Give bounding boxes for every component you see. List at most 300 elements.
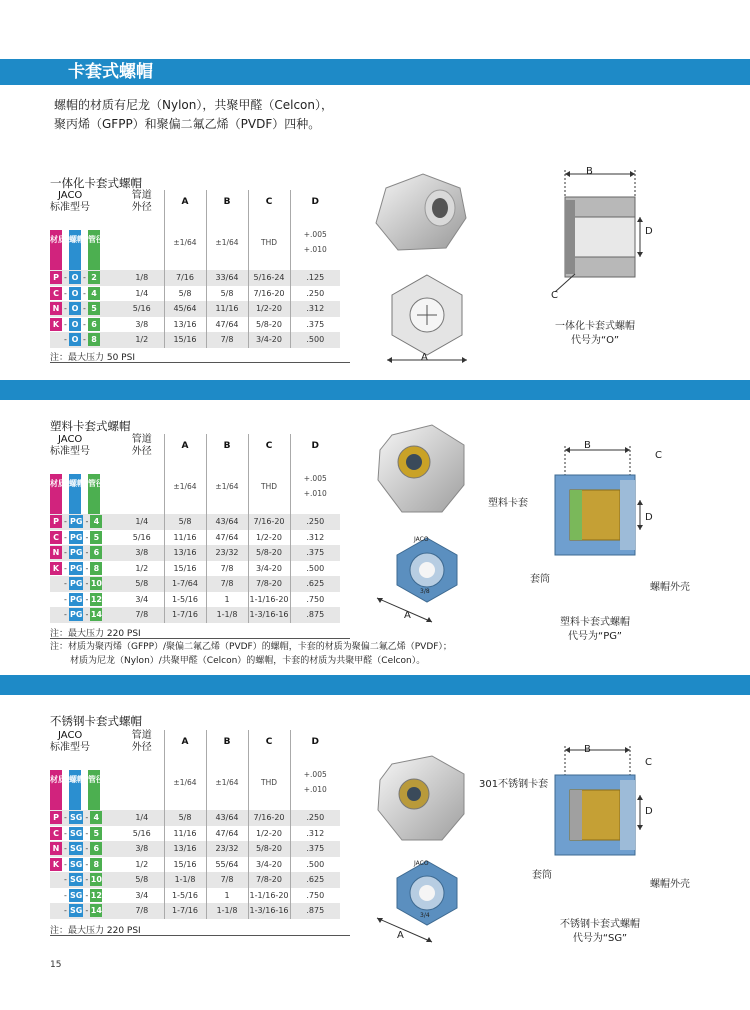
od-sub — [120, 214, 164, 270]
code-separator: - — [64, 563, 67, 573]
col-d-header: D — [290, 730, 340, 754]
sleeve-callout: 套筒 — [530, 574, 550, 585]
nut-header — [69, 230, 85, 270]
plastic-nut-section-drawing — [540, 430, 660, 570]
dim-d-cell: .750 — [290, 888, 340, 904]
dim-b-cell: 23/32 — [206, 841, 248, 857]
dim-b-cell: 47/64 — [206, 317, 248, 333]
dim-a-cell: 5/8 — [164, 810, 206, 826]
col-b-header: B — [206, 434, 248, 458]
dim-b-cell: 1-1/8 — [206, 903, 248, 919]
tube-od-cell: 1/4 — [135, 288, 149, 298]
tube-od-cell: 3/8 — [135, 548, 149, 558]
dim-b-cell: 11/16 — [206, 301, 248, 317]
tolerance-plus: +.005 — [303, 230, 327, 239]
tube-code: 14 — [90, 610, 102, 620]
table-header-row — [50, 730, 340, 754]
tube-code: 14 — [90, 906, 102, 916]
tube-od-cell: 5/16 — [132, 304, 151, 314]
part-code — [50, 576, 120, 592]
tube-od-cell: 3/8 — [135, 319, 149, 329]
intro-line: 螺帽的材质有尼龙（Nylon），共聚甲醛（Celcon）， — [54, 98, 334, 112]
tolerance-plus: +.005 — [303, 474, 327, 483]
table-row — [50, 592, 340, 608]
dim-b-label: B — [584, 744, 591, 755]
dim-b-cell: 7/8 — [206, 332, 248, 348]
dim-c-cell: 3/4-20 — [248, 332, 290, 348]
dim-b-label: B — [584, 440, 591, 451]
dimension-a-line — [372, 910, 452, 950]
code-separator: - — [85, 563, 89, 573]
nut-code: O — [69, 287, 81, 300]
caption-line: 代号为“PG” — [568, 631, 622, 642]
material-code: N — [50, 842, 62, 855]
material-code: K — [50, 318, 62, 331]
dim-b-cell: 23/32 — [206, 545, 248, 561]
table-row — [50, 332, 340, 348]
table-row — [50, 857, 340, 873]
footnote-line: 材质为尼龙（Nylon）/共聚甲醛（Celcon）的螺帽，卡套的材质为共聚甲醛（Celcon）。 — [70, 656, 426, 666]
nut-header-text: 螺帽 — [69, 479, 85, 488]
shell-callout: 螺帽外壳 — [650, 879, 690, 890]
dim-d-cell: .250 — [290, 286, 340, 302]
dim-b-cell: 7/8 — [206, 576, 248, 592]
table-row — [50, 301, 340, 317]
nut-marking: JACO — [414, 536, 429, 543]
od-header — [120, 434, 164, 458]
nut-code: PG — [70, 579, 83, 589]
nut-code: PG — [70, 610, 83, 620]
table-subheader-row — [50, 754, 340, 810]
caption-line: 代号为“O” — [570, 335, 620, 346]
col-b-header: B — [206, 730, 248, 754]
part-code — [50, 270, 120, 286]
part-code — [50, 903, 120, 919]
part-code — [50, 301, 120, 317]
page-number: 15 — [50, 960, 62, 970]
dim-b-cell: 1 — [206, 888, 248, 904]
tube-header — [88, 770, 104, 810]
dim-c-cell: 1/2-20 — [248, 530, 290, 546]
nut-marking: JACO — [414, 860, 429, 867]
od-header-line: 管道 — [131, 434, 152, 445]
nut-code: SG — [70, 859, 83, 869]
code-separator: - — [64, 273, 67, 283]
plastic-nut-3d-illustration — [372, 420, 472, 520]
dim-a-cell: 1-7/64 — [164, 576, 206, 592]
part-code — [50, 888, 120, 904]
dim-d-cell: .750 — [290, 592, 340, 608]
col-b-header: B — [206, 190, 248, 214]
material-code: C — [50, 827, 62, 840]
dim-d-cell: .312 — [290, 826, 340, 842]
col-d-header: D — [290, 190, 340, 214]
tube-od-cell: 5/16 — [132, 828, 151, 838]
part-code — [50, 530, 120, 546]
spec-table — [50, 730, 340, 919]
dim-d-cell: .125 — [290, 270, 340, 286]
divider — [50, 935, 350, 936]
col-a-header: A — [164, 190, 206, 214]
legend-headers — [50, 458, 120, 514]
material-code: K — [50, 562, 62, 575]
dim-d-cell: .625 — [290, 576, 340, 592]
jaco-header — [50, 730, 120, 754]
material-code: C — [50, 287, 62, 300]
table-row — [50, 317, 340, 333]
jaco-header-line: JACO — [58, 434, 83, 445]
nut-code: SG — [70, 906, 83, 916]
nut-code: PG — [70, 517, 83, 527]
dim-a-label: A — [397, 930, 404, 941]
material-code: N — [50, 302, 62, 315]
dim-a-cell: 7/16 — [164, 270, 206, 286]
caption-line: 不锈钢卡套式螺帽 — [560, 919, 640, 930]
material-code: P — [50, 271, 62, 284]
table-subheader-row — [50, 214, 340, 270]
part-code — [50, 514, 120, 530]
dim-c-cell: 1/2-20 — [248, 826, 290, 842]
dim-a-cell: 13/16 — [164, 317, 206, 333]
dim-c-cell: 1-3/16-16 — [248, 607, 290, 623]
nut-code: SG — [70, 813, 83, 823]
dim-c-cell: 1-1/16-20 — [248, 592, 290, 608]
integrated-nut-section-drawing — [540, 162, 660, 292]
tolerance-minus: +.010 — [303, 489, 327, 498]
od-sub — [120, 458, 164, 514]
steel-nut-3d-illustration — [372, 752, 472, 847]
jaco-header-line: 标准型号 — [50, 202, 90, 213]
table-row — [50, 888, 340, 904]
code-separator: - — [85, 828, 89, 838]
code-separator: - — [64, 579, 67, 589]
col-c-sub: THD — [248, 458, 290, 514]
col-c-sub: THD — [248, 214, 290, 270]
dim-c-cell: 5/8-20 — [248, 545, 290, 561]
table-row — [50, 514, 340, 530]
tube-code: 5 — [90, 827, 102, 840]
nut-code: SG — [70, 875, 83, 885]
nut-code: PG — [70, 594, 83, 604]
ferrule-callout: 301不锈钢卡套 — [479, 779, 549, 790]
intro-text — [54, 96, 333, 134]
dim-b-cell: 1-1/8 — [206, 607, 248, 623]
material-header — [50, 770, 66, 810]
dim-b-cell: 7/8 — [206, 561, 248, 577]
tube-od-cell: 3/8 — [135, 844, 149, 854]
section-title: 塑料卡套式螺帽 — [50, 419, 131, 433]
material-header — [50, 474, 66, 514]
dim-c-label: C — [655, 450, 662, 461]
table-row — [50, 607, 340, 623]
code-separator: - — [85, 890, 89, 900]
jaco-header-line: JACO — [58, 730, 83, 741]
table-row — [50, 530, 340, 546]
tube-od-cell: 1/4 — [135, 517, 149, 527]
od-header-line: 外径 — [131, 202, 152, 213]
code-separator: - — [64, 890, 67, 900]
dim-b-cell: 33/64 — [206, 270, 248, 286]
dim-a-cell: 45/64 — [164, 301, 206, 317]
part-code — [50, 607, 120, 623]
nut-code: PG — [70, 548, 83, 558]
tube-header — [88, 474, 104, 514]
section-divider-band — [0, 380, 750, 400]
od-header-line: 外径 — [131, 742, 152, 753]
table-row — [50, 841, 340, 857]
dim-a-cell: 11/16 — [164, 826, 206, 842]
code-separator: - — [64, 906, 67, 916]
part-code — [50, 286, 120, 302]
part-code — [50, 332, 120, 348]
nut-header — [69, 474, 85, 514]
dim-d-cell: .312 — [290, 530, 340, 546]
code-separator: - — [85, 548, 89, 558]
dim-c-cell: 7/16-20 — [248, 514, 290, 530]
col-a-sub: ±1/64 — [164, 214, 206, 270]
pressure-note: 注：最大压力 220 PSI — [50, 629, 141, 639]
table-subheader-row — [50, 458, 340, 514]
tube-code: 5 — [90, 531, 102, 544]
material-code: C — [50, 531, 62, 544]
code-separator: - — [83, 335, 86, 345]
table-header-row — [50, 190, 340, 214]
part-code — [50, 317, 120, 333]
jaco-header-line: JACO — [58, 190, 83, 201]
dim-a-cell: 15/16 — [164, 857, 206, 873]
table-row — [50, 545, 340, 561]
dim-d-label: D — [645, 806, 653, 817]
tube-code: 12 — [90, 594, 102, 604]
od-header-line: 管道 — [131, 730, 152, 741]
dim-c-label: C — [645, 757, 652, 768]
dim-c-cell: 1/2-20 — [248, 301, 290, 317]
dim-c-cell: 3/4-20 — [248, 857, 290, 873]
tube-od-cell: 5/16 — [132, 532, 151, 542]
section-divider-band — [0, 675, 750, 695]
nut-code: PG — [70, 532, 83, 542]
code-separator: - — [85, 906, 89, 916]
tube-header — [88, 230, 104, 270]
part-code — [50, 545, 120, 561]
dim-d-cell: .312 — [290, 301, 340, 317]
page-title: 卡套式螺帽 — [68, 62, 153, 82]
tube-od-cell: 1/2 — [135, 335, 149, 345]
col-a-sub: ±1/64 — [164, 754, 206, 810]
material-code: N — [50, 546, 62, 559]
od-header — [120, 730, 164, 754]
dim-c-cell: 7/16-20 — [248, 286, 290, 302]
dim-b-cell: 47/64 — [206, 826, 248, 842]
code-separator: - — [64, 548, 67, 558]
tolerance-minus: +.010 — [303, 785, 327, 794]
col-c-header: C — [248, 434, 290, 458]
dim-a-cell: 13/16 — [164, 841, 206, 857]
material-header-text: 材质 — [50, 775, 66, 784]
dim-b-cell: 43/64 — [206, 514, 248, 530]
dim-a-cell: 15/16 — [164, 332, 206, 348]
footnote — [50, 640, 452, 668]
tube-code: 5 — [88, 302, 100, 315]
pressure-note: 注：最大压力 50 PSI — [50, 353, 135, 363]
dim-d-cell: .875 — [290, 607, 340, 623]
col-d-sub — [290, 458, 340, 514]
dim-d-cell: .375 — [290, 841, 340, 857]
od-header-line: 外径 — [131, 446, 152, 457]
dim-c-cell: 1-1/16-20 — [248, 888, 290, 904]
nut-code: SG — [70, 844, 83, 854]
col-b-sub: ±1/64 — [206, 754, 248, 810]
figure-caption — [540, 320, 650, 348]
divider — [50, 362, 350, 363]
section-title: 不锈钢卡套式螺帽 — [50, 714, 142, 728]
dim-b-cell: 5/8 — [206, 286, 248, 302]
code-separator: - — [64, 517, 67, 527]
dim-c-cell: 3/4-20 — [248, 561, 290, 577]
code-separator: - — [85, 594, 89, 604]
dim-b-cell: 7/8 — [206, 872, 248, 888]
dim-a-cell: 1-1/8 — [164, 872, 206, 888]
code-separator: - — [83, 319, 86, 329]
dim-a-cell: 1-7/16 — [164, 903, 206, 919]
code-separator: - — [64, 594, 67, 604]
dim-d-cell: .250 — [290, 810, 340, 826]
figure-caption — [540, 616, 650, 644]
code-separator: - — [64, 532, 67, 542]
nut-code: O — [69, 271, 81, 284]
dimension-a-line — [372, 590, 452, 630]
dim-b-label: B — [586, 166, 593, 177]
dim-c-cell: 5/16-24 — [248, 270, 290, 286]
col-a-sub: ±1/64 — [164, 458, 206, 514]
pressure-note: 注：最大压力 220 PSI — [50, 926, 141, 936]
part-code — [50, 810, 120, 826]
sleeve-callout: 套筒 — [532, 870, 552, 881]
table-row — [50, 872, 340, 888]
tube-code: 6 — [90, 546, 102, 559]
tolerance-plus: +.005 — [303, 770, 327, 779]
od-sub — [120, 754, 164, 810]
tube-code: 4 — [88, 287, 100, 300]
tolerance-minus: +.010 — [303, 245, 327, 254]
material-code: P — [50, 811, 62, 824]
part-code — [50, 561, 120, 577]
tube-od-cell: 7/8 — [135, 610, 149, 620]
dim-a-cell: 5/8 — [164, 286, 206, 302]
code-separator: - — [64, 859, 67, 869]
shell-callout: 螺帽外壳 — [650, 582, 690, 593]
integrated-nut-front-view — [382, 270, 472, 360]
material-code: P — [50, 515, 62, 528]
col-b-sub: ±1/64 — [206, 458, 248, 514]
nut-code: O — [69, 318, 81, 331]
part-code — [50, 826, 120, 842]
nut-code: SG — [70, 890, 83, 900]
tube-od-cell: 1/8 — [135, 273, 149, 283]
code-separator: - — [64, 319, 67, 329]
tube-code: 4 — [90, 811, 102, 824]
tube-code: 8 — [90, 858, 102, 871]
dim-d-cell: .500 — [290, 332, 340, 348]
code-separator: - — [64, 844, 67, 854]
material-header — [50, 230, 66, 270]
jaco-header — [50, 434, 120, 458]
tube-od-cell: 7/8 — [135, 906, 149, 916]
part-code — [50, 841, 120, 857]
material-header-text: 材质 — [50, 479, 66, 488]
table-row — [50, 903, 340, 919]
tube-od-cell: 1/2 — [135, 563, 149, 573]
nut-marking: 3/8 — [420, 588, 430, 595]
table-row — [50, 286, 340, 302]
col-a-header: A — [164, 730, 206, 754]
material-code: K — [50, 858, 62, 871]
integrated-nut-3d-illustration — [368, 168, 478, 258]
dim-b-cell: 1 — [206, 592, 248, 608]
code-separator: - — [85, 875, 89, 885]
table-header-row — [50, 434, 340, 458]
tube-od-cell: 1/2 — [135, 859, 149, 869]
nut-marking: 3/4 — [420, 912, 430, 919]
table-row — [50, 270, 340, 286]
tube-code: 12 — [90, 890, 102, 900]
dim-c-cell: 7/16-20 — [248, 810, 290, 826]
tube-code: 8 — [90, 562, 102, 575]
dim-a-cell: 15/16 — [164, 561, 206, 577]
dim-d-cell: .625 — [290, 872, 340, 888]
dim-b-cell: 47/64 — [206, 530, 248, 546]
spec-table — [50, 190, 340, 348]
tube-code: 4 — [90, 515, 102, 528]
section-title: 一体化卡套式螺帽 — [50, 176, 142, 190]
code-separator: - — [64, 610, 67, 620]
col-b-sub: ±1/64 — [206, 214, 248, 270]
nut-header-text: 螺帽 — [69, 775, 85, 784]
dim-d-cell: .500 — [290, 857, 340, 873]
tube-code: 6 — [88, 318, 100, 331]
tube-code: 10 — [90, 875, 102, 885]
code-separator: - — [64, 813, 67, 823]
col-d-sub — [290, 214, 340, 270]
tube-code: 2 — [88, 271, 100, 284]
code-separator: - — [85, 517, 89, 527]
od-header — [120, 190, 164, 214]
dim-a-cell: 13/16 — [164, 545, 206, 561]
tube-code: 8 — [88, 333, 100, 346]
material-header-text: 材质 — [50, 235, 66, 244]
col-d-sub — [290, 754, 340, 810]
dim-d-cell: .875 — [290, 903, 340, 919]
dim-a-label: A — [404, 610, 411, 621]
dim-a-cell: 1-5/16 — [164, 888, 206, 904]
intro-line: 聚丙烯（GFPP）和聚偏二氟乙烯（PVDF）四种。 — [54, 117, 321, 131]
code-separator: - — [83, 288, 86, 298]
dim-b-cell: 55/64 — [206, 857, 248, 873]
caption-line: 一体化卡套式螺帽 — [555, 321, 635, 332]
dim-d-cell: .375 — [290, 545, 340, 561]
code-separator: - — [83, 304, 86, 314]
jaco-header-line: 标准型号 — [50, 446, 90, 457]
tube-header-text: 管径 — [88, 479, 104, 488]
tube-od-cell: 3/4 — [135, 594, 149, 604]
tube-od-cell: 1/4 — [135, 813, 149, 823]
jaco-header-line: 标准型号 — [50, 742, 90, 753]
tube-od-cell: 5/8 — [135, 579, 149, 589]
code-separator: - — [83, 273, 86, 283]
part-code — [50, 872, 120, 888]
code-separator: - — [85, 844, 89, 854]
code-separator: - — [85, 532, 89, 542]
